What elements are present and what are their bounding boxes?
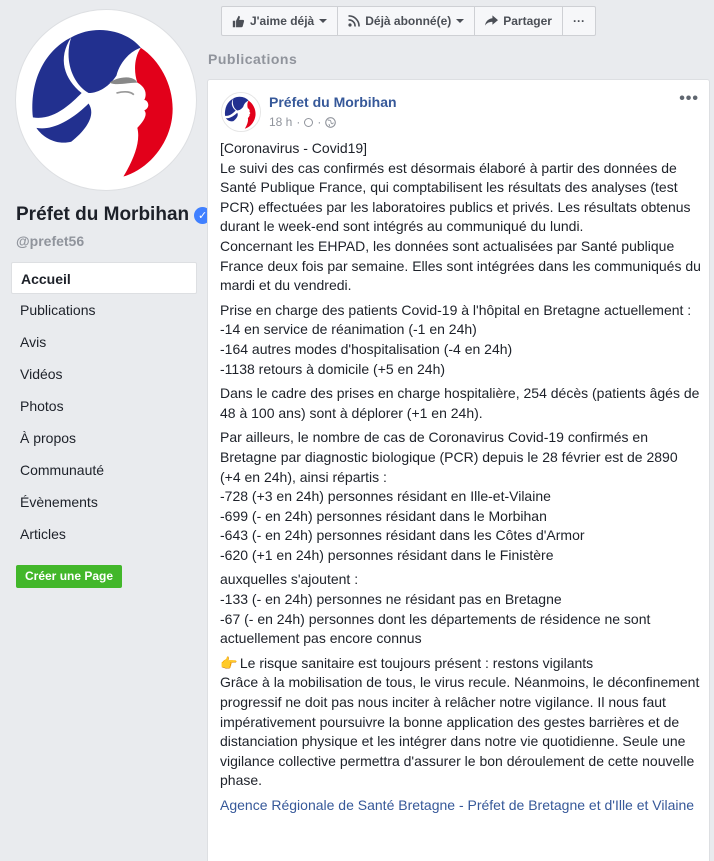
risk-line xyxy=(220,654,702,674)
separator-dot: · xyxy=(317,115,322,129)
post-line: -1138 retours à domicile (+5 en 24h) xyxy=(220,360,446,377)
sidebar-item-articles[interactable]: Articles xyxy=(20,526,66,542)
post-line: [Coronavirus - Covid19] xyxy=(220,140,368,156)
post-line: -164 autres modes d'hospitalisation (-4 en 24h) xyxy=(220,340,513,357)
risk-text: Le risque sanitaire est toujours présent : restons vigilants xyxy=(239,654,594,671)
post-line: -699 (- en 24h) personnes résidant dans le Morbihan xyxy=(220,507,547,524)
post-paragraph xyxy=(220,570,702,648)
left-column xyxy=(0,0,206,861)
sidebar-item-publications[interactable]: Publications xyxy=(20,302,96,318)
like-button[interactable] xyxy=(222,7,338,35)
chevron-down-icon xyxy=(319,17,327,25)
more-actions-button[interactable]: ··· xyxy=(572,14,585,28)
sidebar-item-evenements[interactable]: Évènements xyxy=(20,494,98,510)
post-card xyxy=(207,79,710,861)
post-line: Dans le cadre des prises en charge hospitalière, 254 décès (patients âgés de 48 à 100 ans) sont à déplorer (+1 en 24h). xyxy=(220,385,700,421)
post-paragraph xyxy=(220,384,702,423)
post-line: -620 (+1 en 24h) personnes résidant dans le Finistère xyxy=(220,546,554,563)
page-handle[interactable]: @prefet56 xyxy=(16,233,85,249)
post-line: -14 en service de réanimation (-1 en 24h) xyxy=(220,321,477,338)
post-timestamp[interactable]: 18 h xyxy=(269,115,293,129)
marianne-logo xyxy=(19,13,193,187)
post-line: -133 (- en 24h) personnes ne résidant pas en Bretagne xyxy=(220,591,562,608)
post-paragraph xyxy=(220,654,702,791)
post-closing: Grâce à la mobilisation de tous, le virus recule. Néanmoins, le déconfinement progressif ne doit pas nous inciter à relâcher notre vigilance. Il nous faut impérativement poursuivre la bonne application des gestes barrières et de distanciation physique et les intégrer dans notre vie quotidienne. Seule une vigilance collective permettra d'assurer le bon déroulement de cette nouvelle phase. xyxy=(220,674,700,789)
sidebar-nav xyxy=(11,262,197,550)
globe-icon[interactable] xyxy=(325,117,336,128)
post-author-name[interactable]: Préfet du Morbihan xyxy=(269,94,397,110)
post-paragraph xyxy=(220,796,702,816)
separator-dot: · xyxy=(296,115,301,129)
sidebar-item-accueil[interactable]: Accueil xyxy=(11,262,197,294)
post-tags-link[interactable]: Agence Régionale de Santé Bretagne - Préfet de Bretagne et d'Ille et Vilaine xyxy=(220,797,695,813)
post-line: Prise en charge des patients Covid-19 à l'hôpital en Bretagne actuellement : xyxy=(220,301,692,318)
follow-button[interactable] xyxy=(338,7,475,35)
post-line: Concernant les EHPAD, les données sont actualisées par Santé publique France deux fois par semaine. Elles sont intégrées dans les communiqués du mardi et du vendredi. xyxy=(220,237,701,294)
post-paragraph xyxy=(220,139,702,296)
verified-badge-icon: ✓ xyxy=(194,207,211,224)
like-button-label: J'aime déjà xyxy=(250,14,315,28)
share-arrow-icon xyxy=(485,15,498,27)
marianne-logo xyxy=(222,93,260,131)
pointing-hand-icon: 👉 xyxy=(220,654,238,671)
sidebar-item-avis[interactable]: Avis xyxy=(20,334,47,350)
sidebar-item-videos[interactable]: Vidéos xyxy=(20,366,63,382)
post-line: -728 (+3 en 24h) personnes résidant en Ille-et-Vilaine xyxy=(220,488,551,505)
post-line: Le suivi des cas confirmés est désormais élaboré à partir des données de Santé Publique France, qui comptabilisent les résultats des analyses (test PCR) effectuées par les laboratoires publics et privés. Les résultats obtenus durant le week-end sont intégrés au communiqué du lundi. xyxy=(220,159,691,235)
post-line: -643 (- en 24h) personnes résidant dans les Côtes d'Armor xyxy=(220,527,585,544)
chevron-down-icon xyxy=(456,17,464,25)
post-options-button[interactable]: ••• xyxy=(679,90,699,107)
share-button-label: Partager xyxy=(503,14,552,28)
clock-icon xyxy=(304,118,313,127)
post-paragraph xyxy=(220,428,702,565)
post-body xyxy=(220,139,702,821)
sidebar-item-a-propos[interactable]: À propos xyxy=(20,430,77,446)
page-name[interactable] xyxy=(16,204,211,226)
page-avatar[interactable] xyxy=(16,10,196,190)
create-page-button[interactable]: Créer une Page xyxy=(16,565,122,588)
sidebar-item-photos[interactable]: Photos xyxy=(20,398,64,414)
post-line: -67 (- en 24h) personnes dont les départements de résidence ne sont actuellement pas encore connus xyxy=(220,610,651,647)
post-meta xyxy=(269,115,336,129)
sidebar-item-communaute[interactable]: Communauté xyxy=(20,462,105,478)
thumbs-up-icon xyxy=(232,15,245,28)
section-title: Publications xyxy=(208,51,298,67)
follow-button-label: Déjà abonné(e) xyxy=(365,14,452,28)
post-author-avatar[interactable] xyxy=(221,92,261,132)
post-line: Par ailleurs, le nombre de cas de Coronavirus Covid-19 confirmés en Bretagne par diagnostic biologique (PCR) depuis le 28 février est de 2890 (+4 en 24h), ainsi répartis : xyxy=(220,429,678,485)
page-action-bar xyxy=(221,6,596,36)
post-line: auxquelles s'ajoutent : xyxy=(220,571,359,588)
share-button[interactable] xyxy=(475,7,563,35)
page-name-text: Préfet du Morbihan xyxy=(16,204,190,225)
post-paragraph xyxy=(220,301,702,379)
rss-icon xyxy=(348,15,360,27)
